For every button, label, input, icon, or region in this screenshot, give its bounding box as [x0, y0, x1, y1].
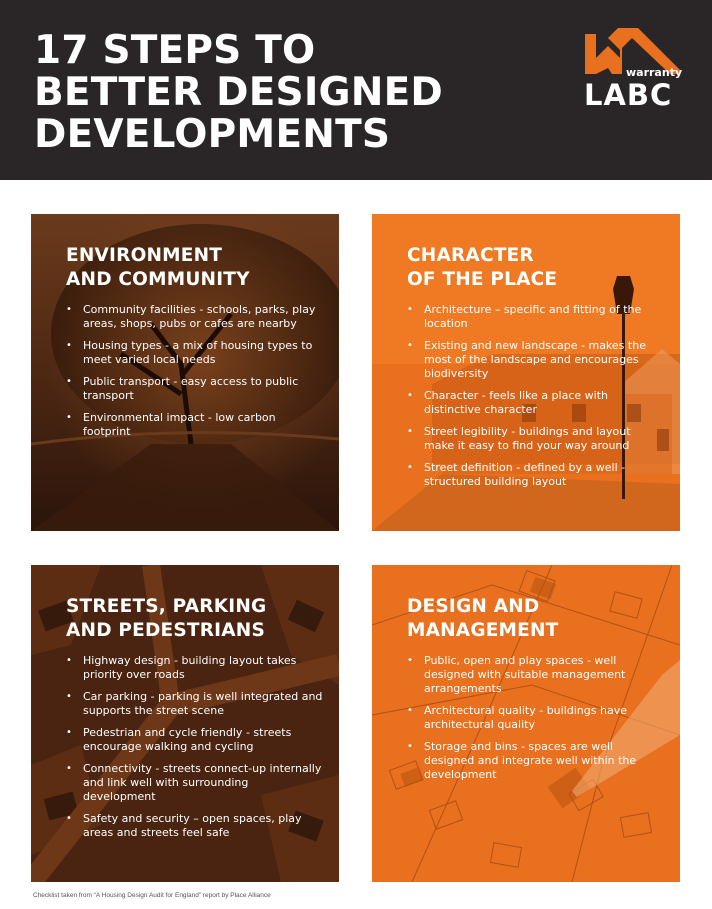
list-item: • Environmental impact - low carbon footprint [66, 411, 323, 439]
panel-streets-parking [31, 565, 339, 882]
list-item: • Pedestrian and cycle friendly - streets encourage walking and cycling [66, 726, 323, 754]
list-item: • Connectivity - streets connect-up internally and link well with surrounding development [66, 762, 323, 804]
panel-title-line-2: MANAGEMENT [407, 620, 559, 641]
title-line-2: BETTER DESIGNED [34, 70, 443, 115]
panel-title-line-2: OF THE PLACE [407, 269, 558, 290]
panel-title [66, 244, 250, 292]
bullet-list [407, 303, 664, 497]
title-line-1: 17 STEPS TO [34, 28, 316, 73]
panel-title-line-1: CHARACTER [407, 245, 534, 266]
panel-design-management [372, 565, 680, 882]
list-item: • Architectural quality - buildings have architectural quality [407, 704, 664, 732]
list-item: • Character - feels like a place with distinctive character [407, 389, 664, 417]
panel-title [407, 595, 559, 643]
title-line-3: DEVELOPMENTS [34, 112, 391, 157]
logo-labc-text: LABC [584, 78, 673, 112]
list-item: • Safety and security – open spaces, play areas and streets feel safe [66, 812, 323, 840]
panel-title-line-2: AND PEDESTRIANS [66, 620, 265, 641]
panel-title-line-2: AND COMMUNITY [66, 269, 250, 290]
bullet-list [66, 654, 323, 848]
list-item: • Existing and new landscape - makes the most of the landscape and encourages biodiversity [407, 339, 664, 381]
list-item: • Storage and bins - spaces are well designed and integrate well within the development [407, 740, 664, 782]
bullet-list [407, 654, 664, 790]
list-item: • Architecture – specific and fitting of the location [407, 303, 664, 331]
page-header [0, 0, 712, 180]
bullet-list [66, 303, 323, 447]
list-item: • Car parking - parking is well integrated and supports the street scene [66, 690, 323, 718]
list-item: • Community facilities - schools, parks, play areas, shops, pubs or cafes are nearby [66, 303, 323, 331]
panel-title-line-1: DESIGN AND [407, 596, 540, 617]
list-item: • Street definition - defined by a well - structured building layout [407, 461, 664, 489]
panel-title [407, 244, 557, 292]
logo-warranty-text: warranty [626, 66, 683, 79]
list-item: • Public transport - easy access to public transport [66, 375, 323, 403]
list-item: • Street legibility - buildings and layout make it easy to find your way around [407, 425, 664, 453]
list-item: • Highway design - building layout takes priority over roads [66, 654, 323, 682]
panel-title-line-1: ENVIRONMENT [66, 245, 223, 266]
panel-character-of-place [372, 214, 680, 531]
page-title [34, 30, 443, 156]
list-item: • Housing types - a mix of housing types to meet varied local needs [66, 339, 323, 367]
panel-title [66, 595, 266, 643]
labc-warranty-logo [582, 28, 683, 112]
source-footnote: Checklist taken from “A Housing Design Audit for England” report by Place Alliance [33, 892, 271, 899]
list-item: • Public, open and play spaces - well designed with suitable management arrangements [407, 654, 664, 696]
panel-title-line-1: STREETS, PARKING [66, 596, 267, 617]
panel-environment-community [31, 214, 339, 531]
